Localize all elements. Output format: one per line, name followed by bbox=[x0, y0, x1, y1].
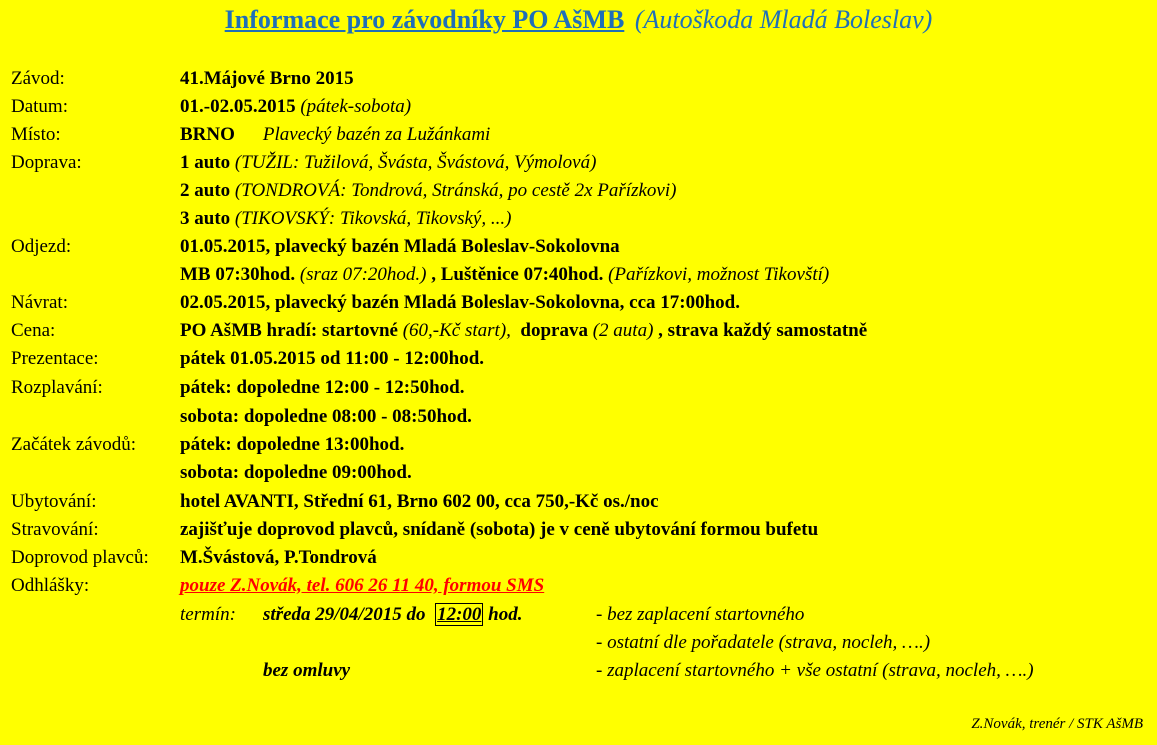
value-doprava-2: 2 auto (TONDROVÁ: Tondrová, Stránská, po cestě 2x Pařízkovi) bbox=[180, 180, 677, 201]
label-doprovod: Doprovod plavců: bbox=[11, 547, 149, 568]
value-stravovani: zajišťuje doprovod plavců, snídaně (sobota) je v ceně ubytování formou bufetu bbox=[180, 519, 819, 540]
label-misto: Místo: bbox=[11, 124, 61, 145]
footer-signature: Z.Novák, trenér / STK AšMB bbox=[971, 716, 1143, 732]
termin-hod: hod. bbox=[488, 604, 523, 625]
value-navrat: 02.05.2015, plavecký bazén Mladá Boleslav-Sokolovna, cca 17:00hod. bbox=[180, 292, 740, 313]
label-zacatek: Začátek závodů: bbox=[11, 434, 137, 455]
label-odjezd: Odjezd: bbox=[11, 236, 72, 257]
value-doprava-3: 3 auto (TIKOVSKÝ: Tikovská, Tikovský, ...) bbox=[180, 208, 512, 229]
termin-time: 12:00 bbox=[437, 604, 482, 625]
misto-note: Plavecký bazén za Lužánkami bbox=[262, 124, 491, 145]
value-doprava-1: 1 auto (TUŽIL: Tužilová, Švásta, Švástová, Výmolová) bbox=[180, 152, 597, 173]
title-sub: (Autoškoda Mladá Boleslav) bbox=[634, 5, 933, 34]
title-main: Informace pro závodníky PO AšMB bbox=[224, 5, 625, 34]
label-ubytovani: Ubytování: bbox=[11, 491, 97, 512]
termin-date-group bbox=[263, 601, 522, 629]
value-datum: 01.-02.05.2015 (pátek-sobota) bbox=[180, 96, 412, 117]
value-rozplavani-1: pátek: dopoledne 12:00 - 12:50hod. bbox=[180, 377, 465, 398]
label-zavod: Závod: bbox=[11, 68, 65, 89]
termin-note-1: - bez zaplacení startovného bbox=[596, 604, 805, 625]
value-doprovod: M.Švástová, P.Tondrová bbox=[180, 547, 377, 568]
value-misto: BRNO Plavecký bazén za Lužánkami bbox=[180, 124, 491, 145]
label-stravovani: Stravování: bbox=[11, 519, 99, 540]
row-termin-1 bbox=[0, 601, 1157, 629]
label-cena: Cena: bbox=[11, 320, 56, 341]
label-doprava: Doprava: bbox=[11, 152, 82, 173]
label-datum: Datum: bbox=[11, 96, 68, 117]
row-termin-3 bbox=[0, 657, 1157, 685]
termin-label: termín: bbox=[180, 604, 236, 625]
termin-note-2: - ostatní dle pořadatele (strava, nocleh, ….) bbox=[596, 632, 931, 653]
termin-date: středa 29/04/2015 do bbox=[263, 604, 426, 625]
value-zacatek-1: pátek: dopoledne 13:00hod. bbox=[180, 434, 405, 455]
value-odhlasky: pouze Z.Novák, tel. 606 26 11 40, formou SMS bbox=[180, 575, 545, 596]
value-prezentace: pátek 01.05.2015 od 11:00 - 12:00hod. bbox=[180, 348, 485, 369]
value-ubytovani: hotel AVANTI, Střední 61, Brno 602 00, cca 750,-Kč os./noc bbox=[180, 491, 659, 512]
datum-note: (pátek-sobota) bbox=[300, 96, 412, 117]
termin-note-3: - zaplacení startovného + vše ostatní (strava, nocleh, ….) bbox=[596, 660, 1034, 681]
value-odjezd-2: MB 07:30hod. (sraz 07:20hod.) , Luštěnice 07:40hod. (Pařízkovi, možnost Tikovští) bbox=[180, 264, 830, 285]
value-zavod: 41.Májové Brno 2015 bbox=[180, 68, 354, 89]
label-rozplavani: Rozplavání: bbox=[11, 377, 103, 398]
row-termin-2 bbox=[0, 629, 1157, 657]
termin-bez-omluvy: bez omluvy bbox=[263, 660, 351, 681]
value-rozplavani-2: sobota: dopoledne 08:00 - 08:50hod. bbox=[180, 406, 472, 427]
value-odjezd-1: 01.05.2015, plavecký bazén Mladá Boleslav-Sokolovna bbox=[180, 236, 620, 257]
page-title bbox=[0, 5, 1157, 35]
value-zacatek-2: sobota: dopoledne 09:00hod. bbox=[180, 462, 412, 483]
value-cena: PO AšMB hradí: startovné (60,-Kč start), doprava (2 auta) , strava každý samostatně bbox=[180, 320, 868, 341]
label-navrat: Návrat: bbox=[11, 292, 68, 313]
label-odhlasky: Odhlášky: bbox=[11, 575, 90, 596]
label-prezentace: Prezentace: bbox=[11, 348, 99, 369]
